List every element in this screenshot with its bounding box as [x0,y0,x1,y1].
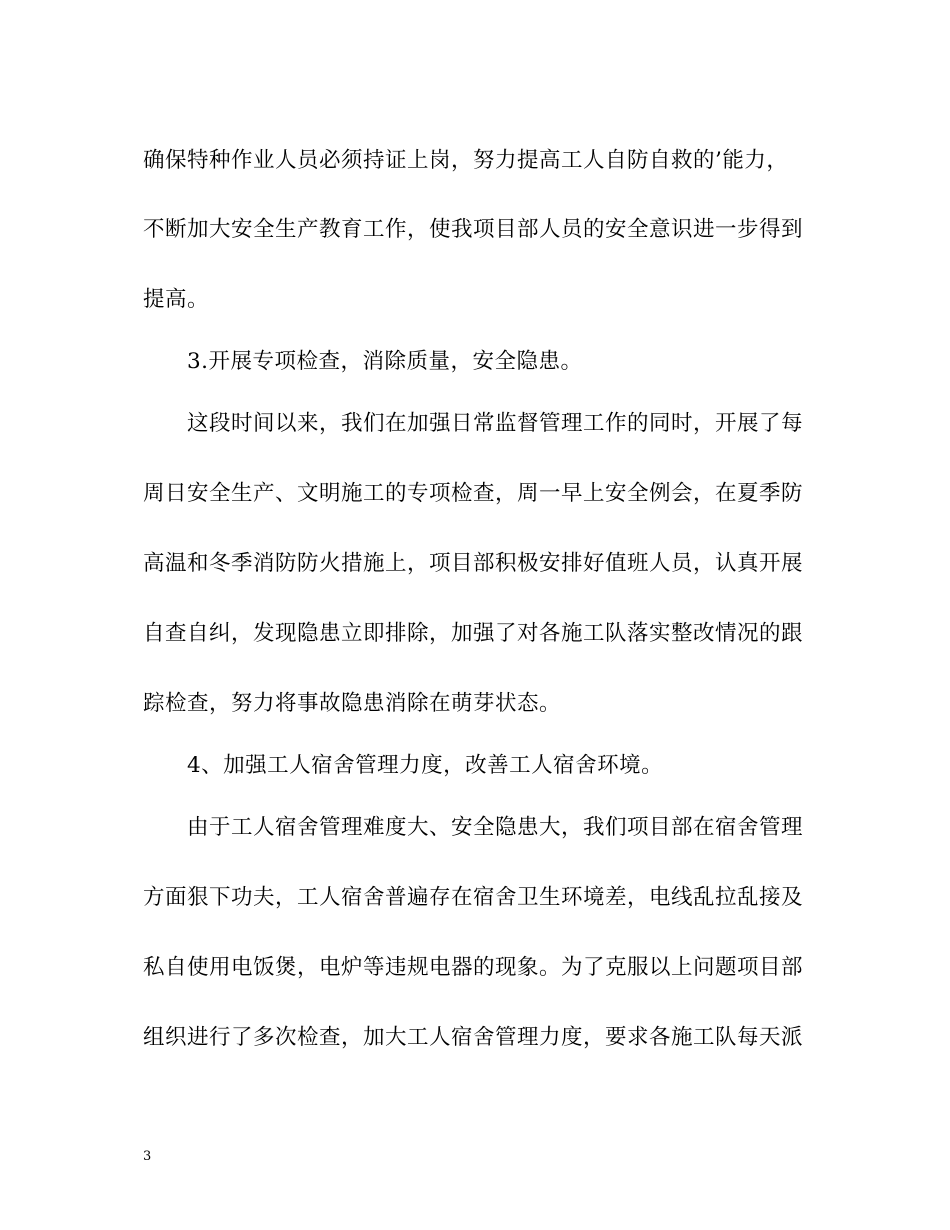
text-line: 方面狠下功夫，工人宿舍普遍存在宿舍卫生环境差，电线乱拉乱接及 [143,885,804,910]
text-line: 踪检查，努力将事故隐患消除在萌芽状态。 [143,691,562,716]
text-line: 组织进行了多次检查，加大工人宿舍管理力度，要求各施工队每天派 [143,1025,804,1050]
text-line: 确保特种作业人员必须持证上岗，努力提高工人自防自救的’能力， [143,148,789,173]
text-line: 这段时间以来，我们在加强日常监督管理工作的同时，开展了每 [143,411,804,436]
text-line: 私自使用电饭煲，电炉等违规电器的现象。为了克服以上问题项目部 [143,955,804,980]
text-line: 不断加大安全生产教育工作，使我项目部人员的安全意识进一步得到 [143,217,804,242]
text-line: 提高。 [143,287,210,312]
page-number: 3 [143,1149,152,1164]
text-line: 周日安全生产、文明施工的专项检查，周一早上安全例会，在夏季防 [143,481,804,506]
heading-line: 4、加强工人宿舍管理力度，改善工人宿舍环境。 [143,753,664,778]
text-line: 自查自纠，发现隐患立即排除，加强了对各施工队落实整改情况的跟 [143,621,804,646]
text-line: 高温和冬季消防防火措施上，项目部积极安排好值班人员，认真开展 [143,551,804,576]
text-line: 由于工人宿舍管理难度大、安全隐患大，我们项目部在宿舍管理 [143,815,804,840]
heading-line: 3.开展专项检查，消除质量，安全隐患。 [143,349,583,374]
